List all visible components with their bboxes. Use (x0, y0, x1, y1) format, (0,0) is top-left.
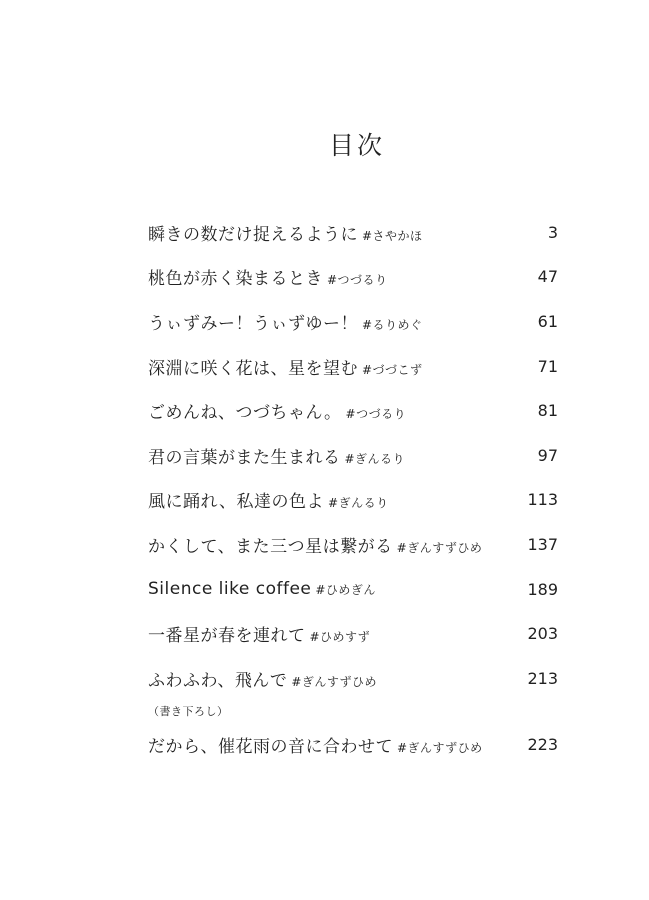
entry-title: 深淵に咲く花は、星を望む (148, 358, 358, 379)
entry-page-number: 81 (537, 401, 558, 421)
toc-entry (148, 433, 558, 478)
entry-tag: #つづるり (345, 407, 407, 422)
entry-tag: #づづこず (362, 362, 423, 377)
toc-entry (148, 567, 558, 612)
entry-page-number: 3 (547, 222, 558, 242)
entry-title: 一番星が春を連れて (148, 626, 306, 647)
entry-page-number: 223 (527, 735, 558, 755)
entry-page-number: 97 (537, 445, 558, 465)
entry-title: ごめんね、つづちゃん。 (148, 403, 342, 424)
entry-note: （書き下ろし） (148, 704, 229, 718)
entry-title: Silence like coffee (148, 579, 312, 600)
entry-page-number: 71 (537, 356, 558, 376)
entry-title: うぃずみー！うぃずゆー！ (148, 313, 358, 334)
toc-entry (148, 656, 558, 701)
entry-tag: #つづるり (327, 273, 388, 288)
entry-tag: #ぎんるり (328, 496, 389, 511)
toc-entry (148, 255, 558, 300)
entry-title: だから、催花雨の音に合わせて (148, 737, 393, 758)
toc-entry (148, 210, 558, 255)
entry-page-number: 213 (527, 668, 558, 688)
entry-tag: #ぎんすずひめ (397, 741, 483, 756)
entry-tag: #ぎんすずひめ (291, 674, 378, 689)
toc-entry (148, 388, 558, 433)
toc-entry (148, 478, 558, 523)
entry-tag: #ひめぎん (315, 583, 376, 598)
entry-page-number: 189 (527, 579, 558, 599)
toc-entry (148, 299, 558, 344)
entry-page-number: 61 (537, 311, 558, 331)
entry-tag: #ぎんるり (344, 451, 406, 466)
entry-tag: #るりめぐ (362, 317, 423, 332)
toc-entry (148, 611, 558, 656)
entry-title: 君の言葉がまた生まれる (148, 447, 341, 468)
entry-title: 桃色が赤く染まるとき (148, 269, 323, 290)
entry-title: かくして、また三つ星は繋がる (148, 536, 393, 557)
toc-entry (148, 701, 558, 761)
entry-tag: #さやかほ (362, 228, 423, 243)
entry-tag: #ひめすず (309, 630, 371, 645)
entry-title: ふわふわ、飛んで (148, 670, 288, 691)
entry-page-number: 203 (527, 624, 558, 644)
entry-title: 風に踊れ、私達の色よ (148, 492, 325, 513)
entry-page-number: 113 (527, 490, 558, 510)
entry-page-number: 47 (537, 267, 558, 287)
entry-tag: #ぎんすずひめ (396, 540, 483, 555)
entry-page-number: 137 (527, 534, 558, 554)
table-of-contents (148, 210, 558, 761)
page-title: 目次 (328, 131, 385, 160)
toc-entry (148, 344, 558, 389)
toc-entry (148, 522, 558, 567)
entry-title: 瞬きの数だけ捉えるように (148, 224, 358, 245)
